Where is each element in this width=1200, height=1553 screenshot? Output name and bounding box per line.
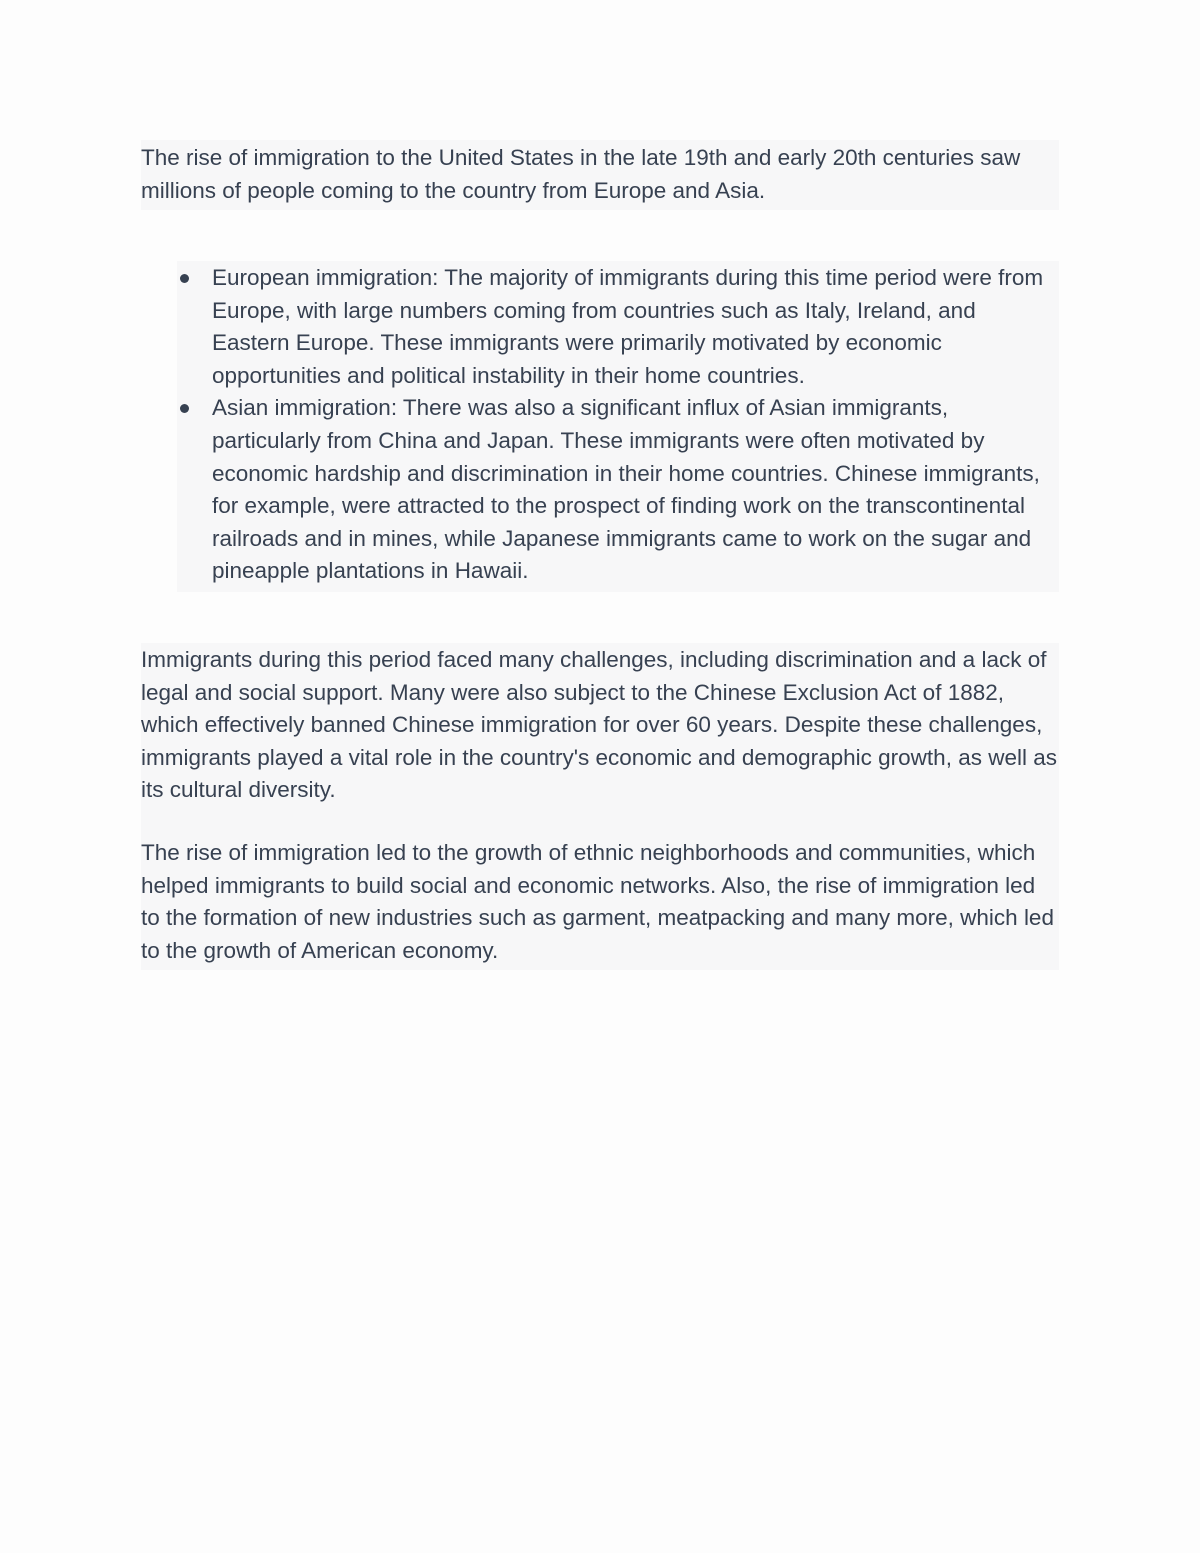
list-item-european (177, 262, 1059, 392)
bullet-dot-icon (180, 404, 189, 413)
intro-paragraph: The rise of immigration to the United States in the late 19th and early 20th centuries saw millions of people coming to the country from Europe and Asia. (141, 145, 1021, 203)
immigration-list-block (177, 261, 1059, 592)
challenges-block (141, 643, 1059, 970)
list-item-text: European immigration: The majority of immigrants during this time period were from Europe, with large numbers coming from countries such as Italy, Ireland, and Eastern Europe. These immigrants were primarily motivated by economic opportunities and political instability in their home countries. (212, 265, 1044, 388)
intro-block (141, 140, 1059, 210)
immigration-bullet-list (177, 262, 1059, 588)
conclusion-paragraph: The rise of immigration led to the growth of ethnic neighborhoods and communities, which helped immigrants to build social and economic networks. Also, the rise of immigration led to the formation of new industries such as garment, meatpacking and many more, which led to the growth of American economy. (141, 839, 1054, 963)
list-item-asian (177, 392, 1059, 588)
challenges-paragraph: Immigrants during this period faced many challenges, including discrimination and a lack of legal and social support. Many were also subject to the Chinese Exclusion Act of 1882, which effectively banned Chinese immigration for over 60 years. Despite these challenges, immigrants played a vital role in the country's economic and demographic growth, as well as its cultural diversity. (141, 647, 1057, 803)
bullet-dot-icon (180, 274, 189, 283)
list-item-text: Asian immigration: There was also a significant influx of Asian immigrants, particularly from China and Japan. These immigrants were often motivated by economic hardship and discrimination in their home countries. Chinese immigrants, for example, were attracted to the prospect of finding work on the transcontinental railroads and in mines, while Japanese immigrants came to work on the sugar and pineapple plantations in Hawaii. (212, 395, 1040, 584)
